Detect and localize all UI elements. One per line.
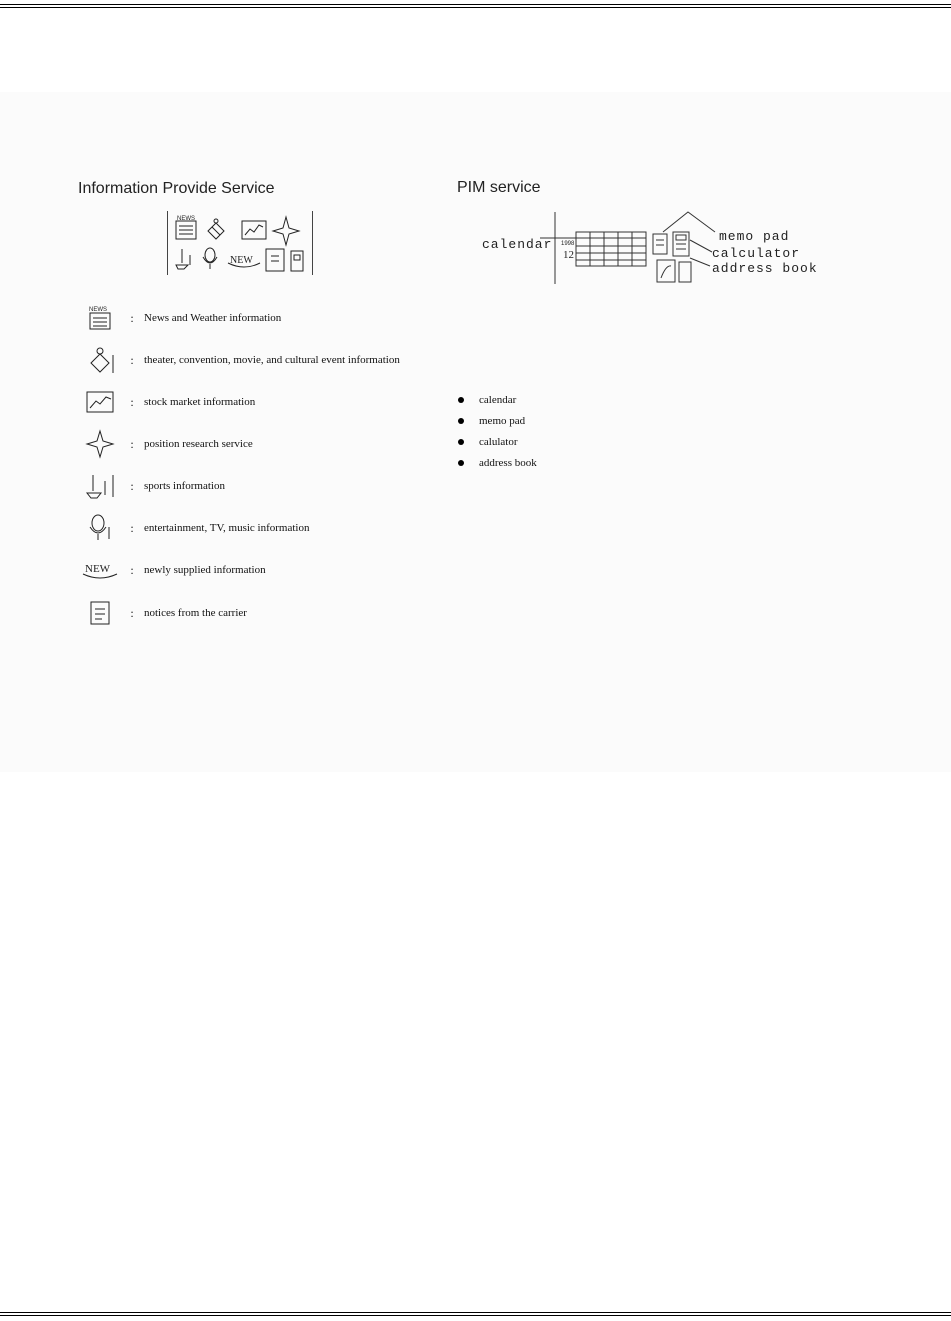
legend-label: News and Weather information <box>144 312 282 324</box>
legend-separator: : <box>130 478 134 493</box>
sports-icon <box>80 471 120 501</box>
legend-separator: : <box>130 394 134 409</box>
bullet-label: calendar <box>479 394 517 406</box>
bullet-dot <box>458 439 464 445</box>
top-rule-inner <box>0 7 951 8</box>
legend-label: theater, convention, movie, and cultural event information <box>144 354 400 366</box>
info-service-title: Information Provide Service <box>78 180 275 197</box>
address-book-icon <box>657 260 691 282</box>
microphone-icon <box>203 248 217 269</box>
legend-item <box>80 427 253 461</box>
legend-item <box>80 343 400 377</box>
pim-service-title: PIM service <box>457 179 541 196</box>
calculator-icon <box>673 232 689 256</box>
news-icon <box>80 303 120 333</box>
bottom-rule <box>0 1312 951 1313</box>
legend-label: sports information <box>144 480 225 492</box>
bullet-dot <box>458 460 464 466</box>
bottom-rule-inner <box>0 1315 951 1316</box>
legend-item <box>80 469 225 503</box>
notice-board-icon <box>80 598 120 628</box>
microphone-icon <box>80 513 120 543</box>
svg-text:NEW: NEW <box>85 563 111 575</box>
legend-item <box>80 301 281 335</box>
calendar-year: 1998 <box>561 241 575 247</box>
bullet-item <box>458 394 516 406</box>
bullet-item <box>458 436 517 448</box>
svg-text:NEWS: NEWS <box>89 307 107 313</box>
bullet-item <box>458 457 537 469</box>
calendar-grid <box>576 232 646 266</box>
legend-item <box>80 553 266 587</box>
callout-address-book: address book <box>712 261 818 276</box>
bullet-dot <box>458 397 464 403</box>
legend-separator: : <box>130 562 134 577</box>
bullet-item <box>458 415 525 427</box>
callout-memo-pad: memo pad <box>719 229 790 244</box>
notice-board-icon <box>266 249 284 271</box>
legend-separator: : <box>130 520 134 535</box>
bullet-label: address book <box>479 457 537 469</box>
theater-icon <box>208 219 224 239</box>
legend-label: newly supplied information <box>144 564 266 576</box>
new-badge-icon <box>228 255 260 267</box>
legend-label: notices from the carrier <box>144 607 247 619</box>
news-icon <box>176 216 196 239</box>
bullet-label: memo pad <box>479 415 526 427</box>
stock-chart-icon <box>242 221 266 239</box>
legend-separator: : <box>130 605 134 620</box>
phone-icon <box>291 251 303 271</box>
legend-item <box>80 385 255 419</box>
svg-text:NEW: NEW <box>230 255 253 266</box>
legend-separator: : <box>130 352 134 367</box>
stock-chart-icon <box>80 387 120 417</box>
callout-calendar: calendar <box>482 237 553 252</box>
legend-item <box>80 511 309 545</box>
legend-label: position research service <box>144 438 253 450</box>
svg-text:NEWS: NEWS <box>177 216 195 222</box>
calendar-month: 12 <box>563 249 574 261</box>
info-icon-grid <box>168 211 312 275</box>
bullet-label: calulator <box>479 436 518 448</box>
compass-icon <box>273 217 299 245</box>
legend-label: stock market information <box>144 396 256 408</box>
legend-item <box>80 596 247 630</box>
new-badge-icon <box>80 555 120 585</box>
theater-icon <box>80 345 120 375</box>
info-icon-panel <box>167 211 313 275</box>
sports-icon <box>176 249 190 269</box>
bullet-dot <box>458 418 464 424</box>
compass-icon <box>80 429 120 459</box>
legend-label: entertainment, TV, music information <box>144 522 310 534</box>
pim-screen-figure <box>540 210 740 290</box>
memo-icon <box>653 234 667 254</box>
callout-calculator: calculator <box>712 246 801 261</box>
legend-separator: : <box>130 310 134 325</box>
legend-separator: : <box>130 436 134 451</box>
top-rule <box>0 4 951 5</box>
